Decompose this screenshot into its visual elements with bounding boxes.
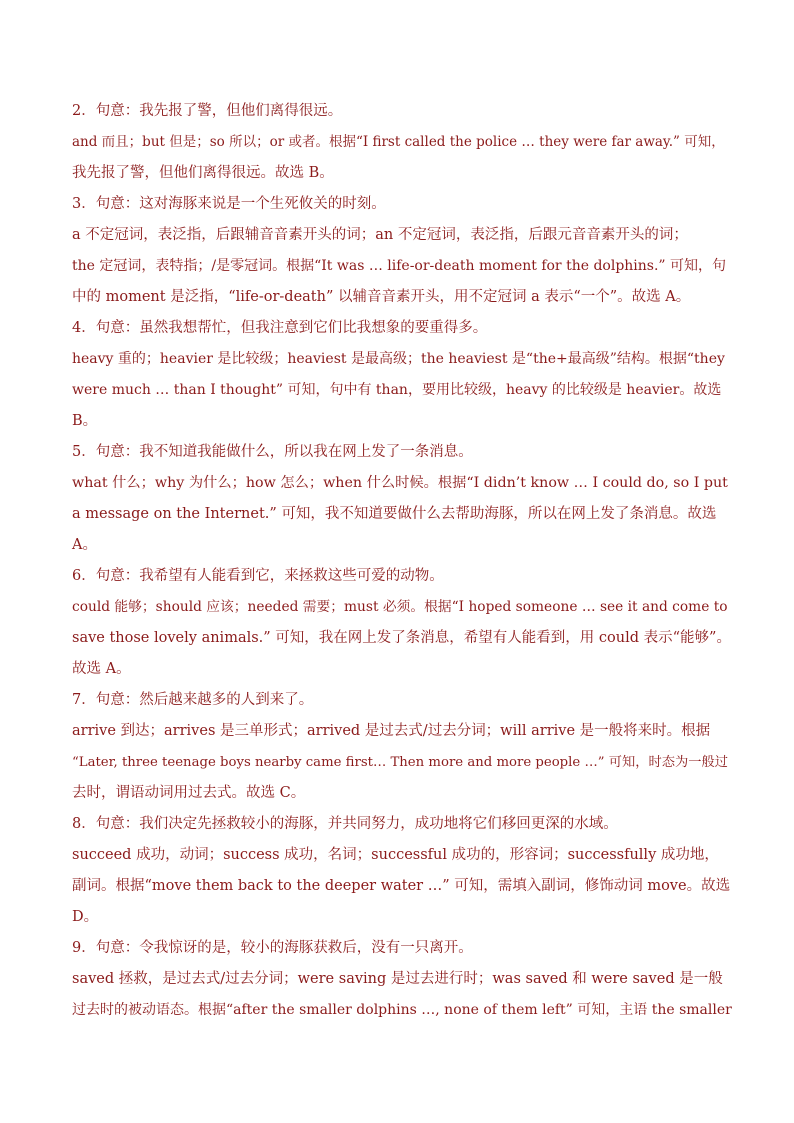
q7-heading: 7．句意：然后越来越多的人到来了。 <box>72 692 314 708</box>
q3-explanation-line-1: a 不定冠词，表泛指，后跟辅音音素开头的词；an 不定冠词，表泛指，后跟元音音素开头的词； <box>72 227 688 243</box>
q4-heading: 4．句意：虽然我想帮忙，但我注意到它们比我想象的要重得多。 <box>72 320 488 336</box>
q6-explanation-line-3: 故选 A。 <box>72 661 131 677</box>
q9-explanation-line-1: saved 拯救，是过去式/过去分词；were saving 是过去进行时；was saved 和 were saved 是一般 <box>72 971 723 987</box>
q8-explanation-line-2: 副词。根据“move them back to the deeper water …” 可知，需填入副词，修饰动词 move。故选 <box>72 878 731 894</box>
q4-explanation-line-1: heavy 重的；heavier 是比较级；heaviest 是最高级；the heaviest 是“the+最高级”结构。根据“they <box>72 351 725 367</box>
q8-heading: 8．句意：我们决定先拯救较小的海豚，并共同努力，成功地将它们移回更深的水域。 <box>72 816 618 832</box>
q9-explanation-line-2: 过去时的被动语态。根据“after the smaller dolphins …, none of them left” 可知，主语 the smaller <box>72 1002 732 1018</box>
q9-heading: 9．句意：令我惊讶的是，较小的海豚获救后，没有一只离开。 <box>72 940 473 956</box>
q7-explanation-line-2: “Later, three teenage boys nearby came first… Then more and more people …” 可知，时态为一般过 <box>72 755 728 770</box>
q5-explanation-line-3: A。 <box>72 537 97 553</box>
q3-explanation-line-3: 中的 moment 是泛指，“life-or-death” 以辅音音素开头，用不定冠词 a 表示“一个”。故选 A。 <box>72 289 691 305</box>
q7-explanation-line-1: arrive 到达；arrives 是三单形式；arrived 是过去式/过去分词；will arrive 是一般将来时。根据 <box>72 723 711 739</box>
q4-explanation-line-3: B。 <box>72 413 98 429</box>
q5-explanation-line-2: a message on the Internet.” 可知，我不知道要做什么去帮助海豚，所以在网上发了条消息。故选 <box>72 506 717 522</box>
q6-heading: 6．句意：我希望有人能看到它，来拯救这些可爱的动物。 <box>72 568 444 584</box>
q4-explanation-line-2: were much … than I thought” 可知，句中有 than，要用比较级，heavy 的比较级是 heavier。故选 <box>72 382 722 398</box>
q2-heading: 2．句意：我先报了警，但他们离得很远。 <box>72 103 343 119</box>
q6-explanation-line-1: could 能够；should 应该；needed 需要；must 必须。根据“I hoped someone … see it and come to <box>72 599 728 615</box>
q2-explanation-line-2: 我先报了警，但他们离得很远。故选 B。 <box>72 165 334 181</box>
q5-explanation-line-1: what 什么；why 为什么；how 怎么；when 什么时候。根据“I didn’t know … I could do, so I put <box>72 475 728 491</box>
q6-explanation-line-2: save those lovely animals.” 可知，我在网上发了条消息，希望有人能看到，用 could 表示“能够”。 <box>72 630 731 646</box>
q3-explanation-line-2: the 定冠词，表特指；/是零冠词。根据“It was … life-or-death moment for the dolphins.” 可知，句 <box>72 258 727 274</box>
q2-explanation-line-1: and 而且；but 但是；so 所以；or 或者。根据“I first called the police … they were far away.” 可知， <box>72 134 725 150</box>
q7-explanation-line-3: 去时，谓语动词用过去式。故选 C。 <box>72 785 306 801</box>
q3-heading: 3．句意：这对海豚来说是一个生死攸关的时刻。 <box>72 196 386 212</box>
answer-explanations <box>72 96 732 1026</box>
q5-heading: 5．句意：我不知道我能做什么，所以我在网上发了一条消息。 <box>72 444 473 460</box>
q8-explanation-line-1: succeed 成功，动词；success 成功，名词；successful 成功的，形容词；successfully 成功地， <box>72 847 719 863</box>
q8-explanation-line-3: D。 <box>72 909 99 925</box>
